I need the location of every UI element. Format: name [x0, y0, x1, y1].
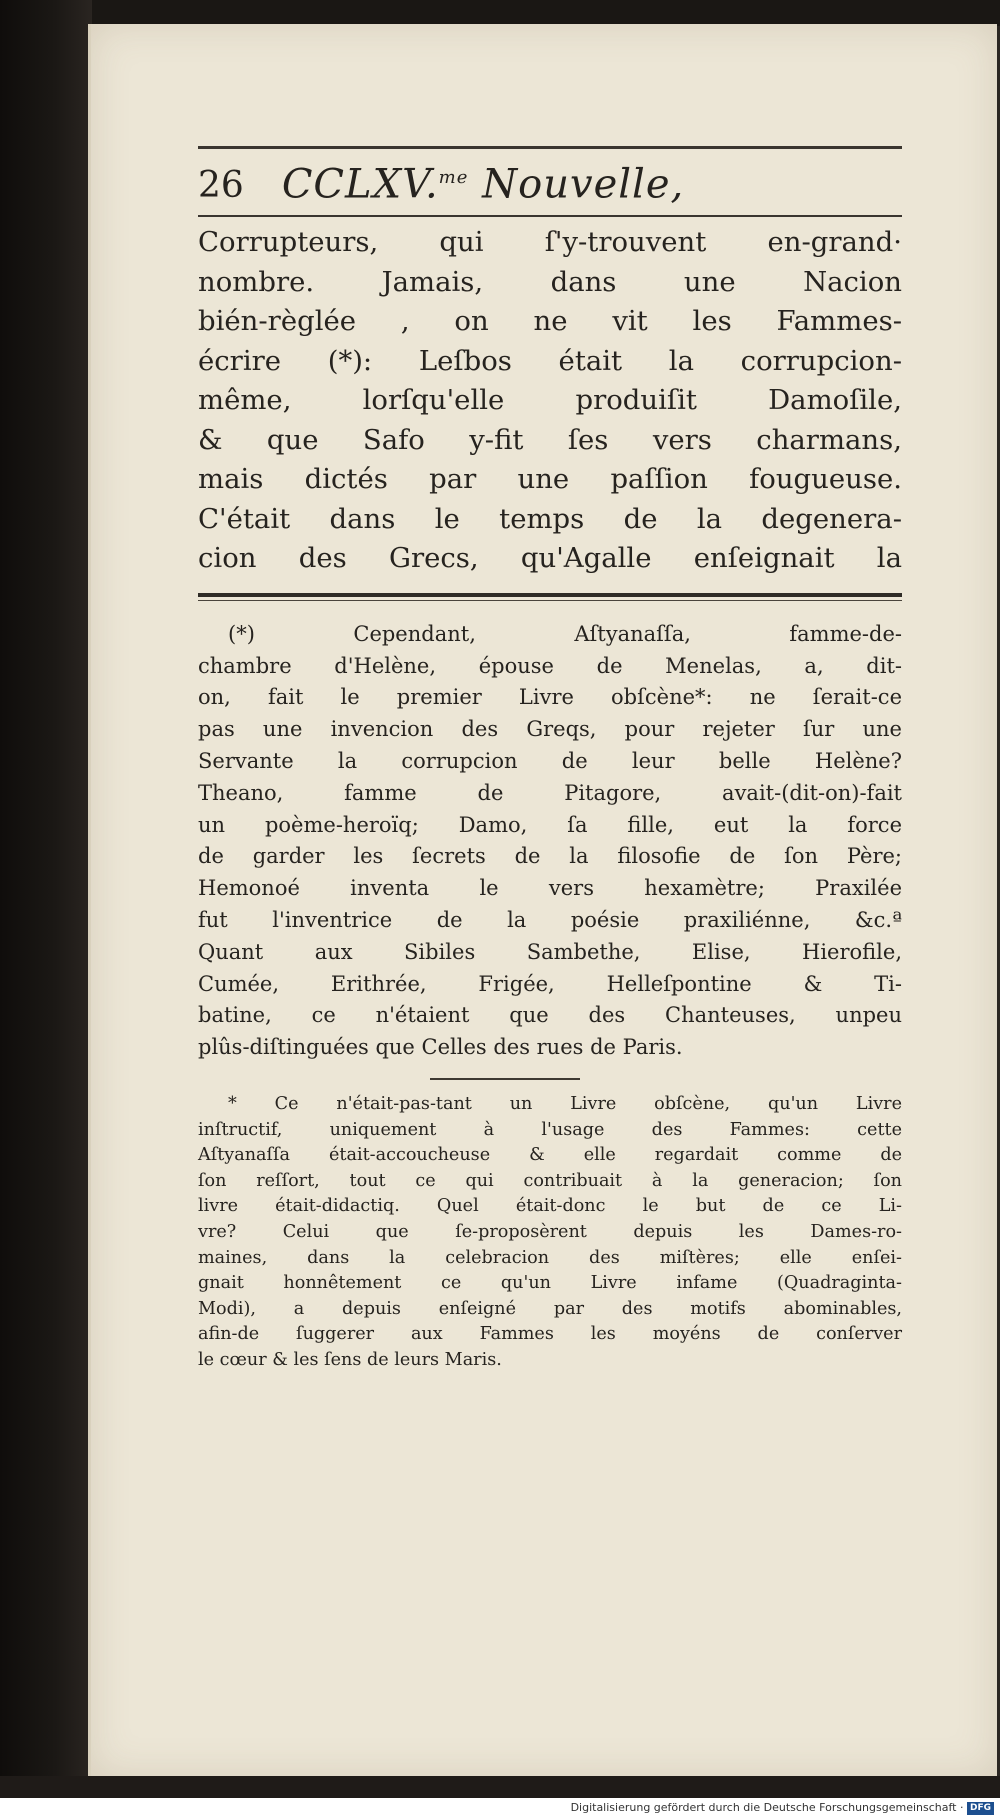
header-title-roman: CCLXV.	[281, 161, 439, 208]
dfg-logo-icon: DFG	[967, 1802, 994, 1815]
scan-border-bottom	[0, 1776, 1000, 1798]
subnote-line: vre? Celui que ſe-proposèrent depuis les Dames-ro-	[198, 1221, 902, 1242]
credit-text: Digitalisierung gefördert durch die Deutsche Forschungsgemeinschaft ·	[570, 1801, 964, 1814]
subnote-line: afin-de ſuggerer aux Fammes les moyéns de conſerver	[198, 1324, 902, 1345]
footnote-line: Quant aux Sibiles Sambethe, Elise, Hierofile,	[198, 939, 902, 964]
subnote-line: inſtructif, uniquement à l'usage des Fammes: cette	[198, 1119, 902, 1140]
digitization-credit	[0, 1798, 1000, 1818]
subnote-line: gnait honnêtement ce qu'un Livre infame (Quadraginta-	[198, 1273, 902, 1294]
body-line: nombre. Jamais, dans une Nacion	[198, 265, 902, 298]
footnote-line: fut l'inventrice de la poésie praxiliénne, &c.ª	[198, 908, 902, 932]
subnote-line: livre était-didactiq. Quel était-donc le but de ce Li-	[198, 1196, 902, 1217]
footnote-line: plûs-diſtinguées que Celles des rues de Paris.	[198, 1035, 683, 1060]
running-header	[198, 149, 902, 215]
header-title-rest: Nouvelle,	[482, 161, 685, 208]
header-title	[282, 149, 684, 213]
subnote-line: maines, dans la celebracion des miſtères; elle enſei-	[198, 1247, 902, 1268]
footnote-line: Cumée, Erithrée, Frigée, Helleſpontine & Ti-	[198, 971, 902, 996]
subnote-line: Aſtyanaſſa était-accoucheuse & elle regardait comme de	[198, 1145, 902, 1166]
subnote-separator	[430, 1078, 580, 1080]
subnote	[198, 1092, 902, 1374]
footnote-line: Hemonoé inventa le vers hexamètre; Praxilée	[198, 876, 902, 901]
body-line: cion des Grecs, qu'Agalle enſeignait la	[198, 542, 902, 575]
subnote-line: ſon reſſort, tout ce qui contribuait à la generacion; ſon	[198, 1170, 902, 1191]
page-content	[198, 146, 902, 1374]
footnote	[198, 619, 902, 1064]
body-line: écrire (*): Leſbos était la corrupcion-	[198, 344, 902, 377]
scan-border-top	[0, 0, 1000, 26]
footnote-line: (*) Cependant, Aſtyanaſſa, famme-de-	[228, 621, 902, 646]
footnote-line: chambre d'Helène, épouse de Menelas, a, dit-	[198, 653, 902, 678]
footnote-line: pas une invencion des Greqs, pour rejeter ſur une	[198, 717, 902, 742]
subnote-line: le cœur & les ſens de leurs Maris.	[198, 1349, 502, 1370]
page-number: 26	[198, 165, 244, 207]
scan-border-left	[0, 0, 92, 1790]
footnote-line: Servante la corrupcion de leur belle Helène?	[198, 749, 902, 774]
header-title-sup: me	[438, 167, 469, 188]
subnote-line: Modi), a depuis enſeigné par des motifs abominables,	[198, 1298, 902, 1319]
main-text	[198, 223, 902, 579]
body-line: mais dictés par une paſſion fougueuse.	[198, 463, 902, 496]
footnote-line: on, fait le premier Livre obſcène*: ne ſerait-ce	[198, 685, 902, 710]
footnote-line: Theano, famme de Pitagore, avait-(dit-on)-fait	[198, 780, 902, 805]
body-line: même, lorſqu'elle produiſit Damoſile,	[198, 384, 902, 417]
body-line: & que Safo y-fit ſes vers charmans,	[198, 423, 902, 456]
footnote-line: un poème-heroïq; Damo, ſa fille, eut la force	[198, 812, 902, 837]
subnote-line: * Ce n'était-pas-tant un Livre obſcène, qu'un Livre	[228, 1093, 902, 1114]
body-line: bién-règlée , on ne vit les Fammes-	[198, 305, 902, 338]
body-line: C'était dans le temps de la degenera-	[198, 502, 902, 535]
footnote-line: batine, ce n'étaient que des Chanteuses, unpeu	[198, 1003, 902, 1028]
footnote-line: de garder les ſecrets de la filosofie de ſon Père;	[198, 844, 902, 869]
footnote-separator	[198, 593, 902, 601]
header-rule-bottom	[198, 215, 902, 217]
body-line: Corrupteurs, qui ſ'y-trouvent en-grand·	[198, 226, 902, 259]
